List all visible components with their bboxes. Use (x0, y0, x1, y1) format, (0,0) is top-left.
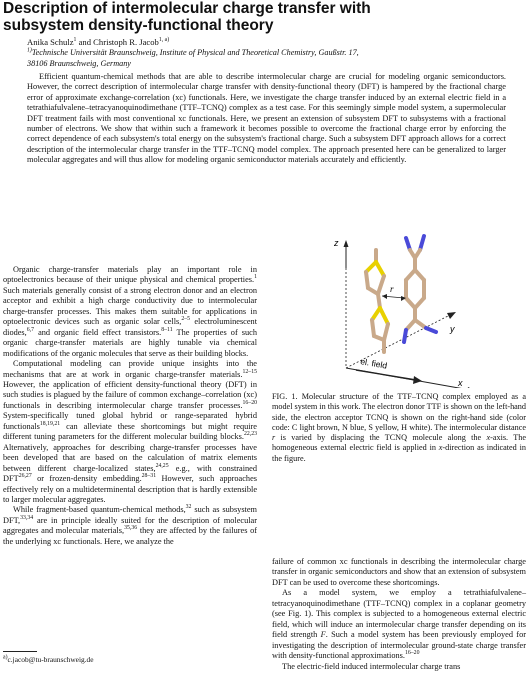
figure-ttf-tcnq-structure (320, 228, 480, 388)
y-axis-arrow (447, 312, 456, 319)
title-line-1: Description of intermolecular charge transfer with (3, 0, 371, 17)
title-line-2: subsystem density-functional theory (3, 17, 274, 34)
figure-caption: FIG. 1. Molecular structure of the TTF–TCNQ complex employed as a model system in this work. The electron donor TTF is shown on the left-hand side, the electron acceptor TCNQ is shown on the right-hand side (color code: C light brown, N blue, S yellow, H white). The intermolecular distance r is varied by displacing the TCNQ molecule along the x-axis. The homogeneous external electric field is applied in x-direction as indicated in the figure. (272, 392, 526, 463)
intro-paragraph-1: Organic charge-transfer materials play an important role in optoelectronics because of their unique physical and chemical properties.$^1$ Such materials generally consist of a strong electron donor and an electron acceptor and exhibit a high charge conductivity due to intermolecular charge-transfer processes. This makes them suitable for applications in optoelectronic devices such as organic solar cells,$^{2-5}$ electroluminescent diodes,$^{6,7}$ and organic field effect transistors.$^{8-11}$ The properties of such organic charge-transfer materials are highly tunable via chemical modifications of the organic molecules that serve as their building blocks. (3, 265, 257, 358)
affil-line-2: 38106 Braunschweig, Germany (27, 58, 131, 68)
author-1: Anika Schulz (27, 37, 74, 47)
author-list (27, 37, 169, 48)
footnote-rule (3, 651, 37, 652)
body-left-column (3, 265, 257, 547)
field-arrow-line (356, 370, 416, 380)
affil-marker: 1) (27, 47, 32, 54)
z-axis-label: z (334, 238, 339, 248)
affil-line-1: Technische Universität Braunschweig, Institute of Physical and Theoretical Chemistry, Gaußstr. 17, (31, 48, 359, 57)
body-right-column (272, 557, 526, 672)
author-2: Christoph R. Jacob (93, 37, 159, 47)
paper-title (3, 0, 523, 34)
footnote-email: $^{a)}$c.jacob@tu-braunschweig.de (3, 654, 94, 664)
author-and: and (76, 37, 94, 47)
x-axis-label: x (458, 378, 463, 388)
field-label: el. field (359, 356, 388, 371)
right-paragraph-3: The electric-field induced intermolecular charge trans (282, 661, 461, 671)
affiliation (27, 48, 497, 69)
z-axis-arrow (344, 240, 349, 247)
intro-paragraph-3: While fragment-based quantum-chemical methods,$^{32}$ such as subsystem DFT,$^{33,34}$ are in principle ideally suited for the description of molecular aggregates and molecular materials,$^{35,36}$ they are affected by the failures of the underlying xc functionals. Here, we analyze the (3, 504, 257, 546)
author-1-affil: 1 (73, 37, 77, 44)
field-arrow-head (413, 376, 422, 384)
right-paragraph-2: As a model system, we employ a tetrathiafulvalene–tetracyanoquinodimethane (TTF–TCNQ) complex in a coplanar geometry (see Fig. 1). This complex is subjected to a homogeneous external electric field, which will induce an intermolecular charge transfer depending on its field strength F. Such a model system has been previously employed for investigating the description of intermolecular ground-state charge transfer with density-functional approximations.$^{16-20}$ (272, 588, 526, 661)
right-paragraph-1: failure of common xc functionals in describing the intermolecular charge transfer in organic semiconductors and show that an extension of subsystem DFT can be used to overcome these shortcomings. (272, 557, 526, 587)
y-axis-label: y (450, 324, 455, 334)
author-2-affil: 1, a) (158, 37, 170, 44)
tcnq-molecule (404, 236, 436, 342)
intro-paragraph-2: Computational modeling can provide unique insights into the mechanisms that are at work in organic charge-transfer materials.$^{12-15}$ However, the application of efficient density-functional theory (DFT) in such studies is plagued by the failure of common exchange–correlation (xc) functionals in describing intermolecular charge transfer processes.$^{16-20}$ System-specifically tuned global hybrid or range-separated hybrid functionals$^{18,19,21}$ can alleviate these shortcomings but might require different tuning parameters for the different molecular building blocks.$^{22,23}$ Alternatively, approaches for describing charge-transfer processes have been developed that are based on the calculation of matrix elements between different charge-localized states,$^{24,25}$ e.g., with constrained DFT$^{26,27}$ or frozen-density embedding.$^{28-31}$ However, such approaches effectively rely on a multideterminental description that is hardly extensible to larger molecular aggregates. (3, 359, 257, 504)
ttf-molecule (366, 250, 388, 352)
abstract: Efficient quantum-chemical methods that are able to describe intermolecular charge are crucial for modeling organic semiconductors. However, the correct description of intermolecular charge transfer with density-functional theory (DFT) is hampered by the fractional charge error of approximate exchange-correlation (xc) functionals. Here, we investigate the charge transfer induced by an external electric field in a tetrathiafulvalene–tetracyanoquinodimethane (TTF–TCNQ) complex as a test case. For this seemingly simple model system, a supermolecular DFT treatment fails with most conventional xc functionals. Here, we present an extension of subsystem DFT to subsystems with a fractional number of electrons. We show that within such a framework it becomes possible to overcome the fractional charge error by enforcing the correct dependence of each subsystem's total energy on the subsystem's fractional charge. Such a subsystem DFT approach allows for a correct description of the intermolecular charge transfer in the TTF–TCNQ model complex. The approach presented here can be generalized to larger molecular aggregates and will thus allow for modeling organic semiconductor materials accurately and efficiently. (27, 72, 506, 165)
distance-label: r (390, 284, 394, 294)
x-axis-arrow (467, 387, 476, 388)
